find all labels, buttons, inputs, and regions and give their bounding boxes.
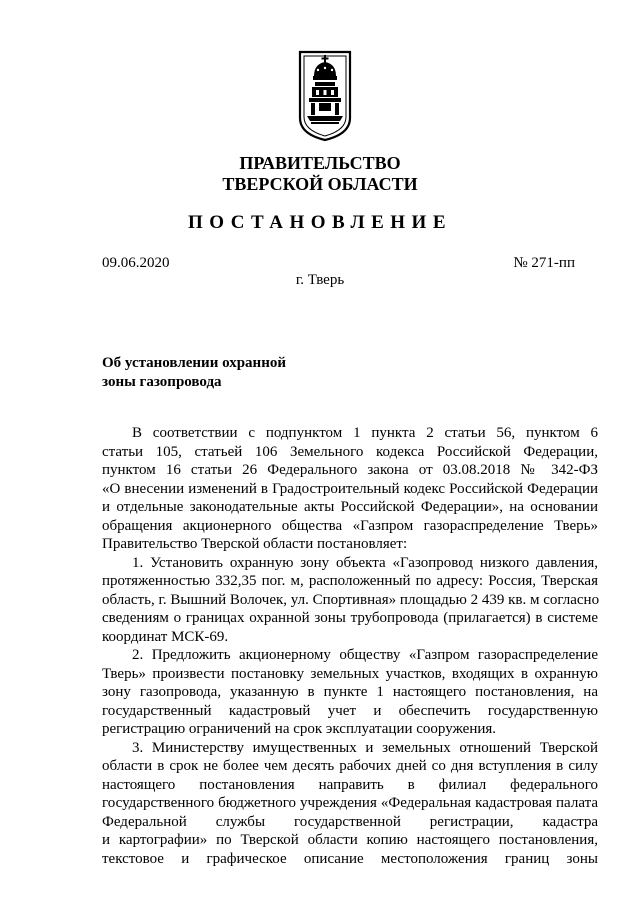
document-subject — [102, 354, 286, 392]
text-line: координат МСК-69. — [102, 628, 229, 645]
document-body — [102, 424, 598, 868]
text-line: статьи 105, статьей 106 Земельного кодекса Российской Федерации, — [102, 443, 598, 460]
text-line: Тверь» произвести постановку земельных участков, входящих в охранную — [102, 665, 598, 682]
text-line: государственного бюджетного учреждения «Федеральная кадастровая палата — [102, 795, 598, 811]
text-line: государственный кадастровый учет и обеспечить государственную — [102, 702, 598, 719]
text-line: 1. Установить охранную зону объекта «Газопровод низкого давления, — [132, 554, 598, 571]
text-line: 2. Предложить акционерному обществу «Газпром газораспределение — [132, 647, 598, 663]
document-city: г. Тверь — [295, 272, 345, 288]
text-line: настоящего постановления направить в филиал федерального — [102, 776, 598, 793]
text-line: обращения акционерного общества «Газпром газораспределение Тверь» — [102, 517, 598, 534]
text-line: регистрацию ограничений на срок эксплуатации сооружения. — [102, 721, 497, 737]
item-2-paragraph — [102, 646, 598, 739]
item-3-paragraph — [102, 739, 598, 869]
text-line: сведениям о границах охранной зоны трубопровода (прилагается) в системе — [102, 610, 598, 626]
government-name-line2: ТВЕРСКОЙ ОБЛАСТИ — [222, 174, 418, 194]
document-type-heading: ПОСТАНОВЛЕНИЕ — [187, 212, 453, 233]
text-line: «О внесении изменений в Градостроительный кодекс Российской Федерации — [102, 480, 598, 497]
document-date: 09.06.2020 — [102, 255, 170, 271]
text-line: протяженностью 332,35 пог. м, расположенный по адресу: Россия, Тверская — [102, 573, 598, 589]
text-line: и картографии» по Тверской области копию настоящего постановления, — [102, 832, 598, 848]
subject-line: Об установлении охранной — [102, 355, 286, 371]
tver-coat-of-arms-icon — [297, 50, 353, 142]
item-1-paragraph — [102, 554, 598, 647]
text-line: область, г. Вышний Волочек, ул. Спортивная» площадью 2 439 кв. м согласно — [102, 591, 600, 608]
document-number: № 271-пп — [513, 255, 575, 271]
text-line: области в срок не более чем десять рабочих дней со дня вступления в силу — [102, 758, 598, 774]
text-line: Правительство Тверской области постановляет: — [102, 536, 408, 552]
text-line: 3. Министерству имущественных и земельных отношений Тверской — [132, 739, 598, 756]
text-line: текстовое и графическое описание местоположения границ зоны — [102, 850, 598, 867]
preamble-paragraph — [102, 424, 598, 554]
text-line: В соответствии с подпунктом 1 пункта 2 статьи 56, пунктом 6 — [132, 425, 598, 441]
subject-line: зоны газопровода — [102, 374, 222, 390]
text-line: Федеральной службы государственной регистрации, кадастра — [102, 813, 598, 830]
text-line: зону газопровода, указанную в пункте 1 настоящего постановления, на — [102, 684, 598, 700]
text-line: пунктом 16 статьи 26 Федерального закона от 03.08.2018 № 342-ФЗ — [102, 462, 598, 478]
government-name-line1: ПРАВИТЕЛЬСТВО — [239, 153, 401, 173]
text-line: и отдельные законодательные акты Российской Федерации», на основании — [102, 499, 598, 515]
